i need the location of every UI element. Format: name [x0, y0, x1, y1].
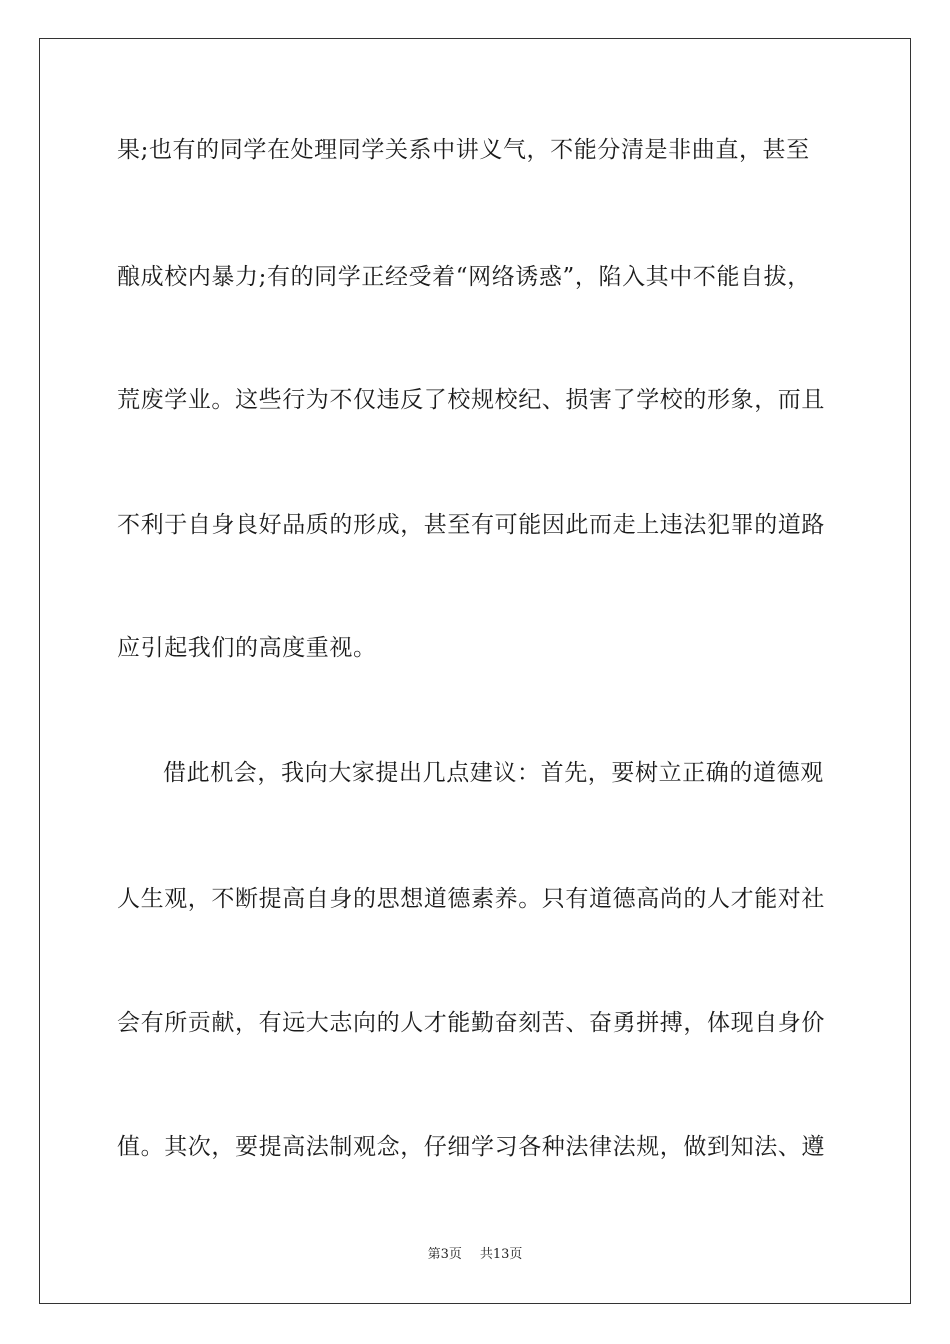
body-line-3: 荒废学业。这些行为不仅违反了校规校纪、损害了学校的形象，而且: [117, 387, 825, 413]
page-border: [39, 38, 911, 1304]
body-line-8: 会有所贡献，有远大志向的人才能勤奋刻苦、奋勇拼搏，体现自身价: [117, 1010, 825, 1036]
body-line-1: 果;也有的同学在处理同学关系中讲义气，不能分清是非曲直，甚至: [117, 137, 810, 163]
body-line-9: 值。其次，要提高法制观念，仔细学习各种法律法规，做到知法、遵: [117, 1134, 825, 1160]
body-line-2: 酿成校内暴力;有的同学正经受着“网络诱惑”，陷入其中不能自拔，: [117, 264, 811, 290]
page-number: 第3页: [427, 1247, 462, 1262]
total-pages: 共13页: [479, 1247, 523, 1262]
body-line-7: 人生观，不断提高自身的思想道德素养。只有道德高尚的人才能对社: [117, 886, 825, 912]
page-footer: [0, 1246, 950, 1264]
body-line-4: 不利于自身良好品质的形成，甚至有可能因此而走上违法犯罪的道路: [117, 512, 825, 538]
body-line-5: 应引起我们的高度重视。: [117, 635, 377, 661]
body-line-6-paragraph-start: 借此机会，我向大家提出几点建议：首先，要树立正确的道德观: [163, 760, 824, 786]
